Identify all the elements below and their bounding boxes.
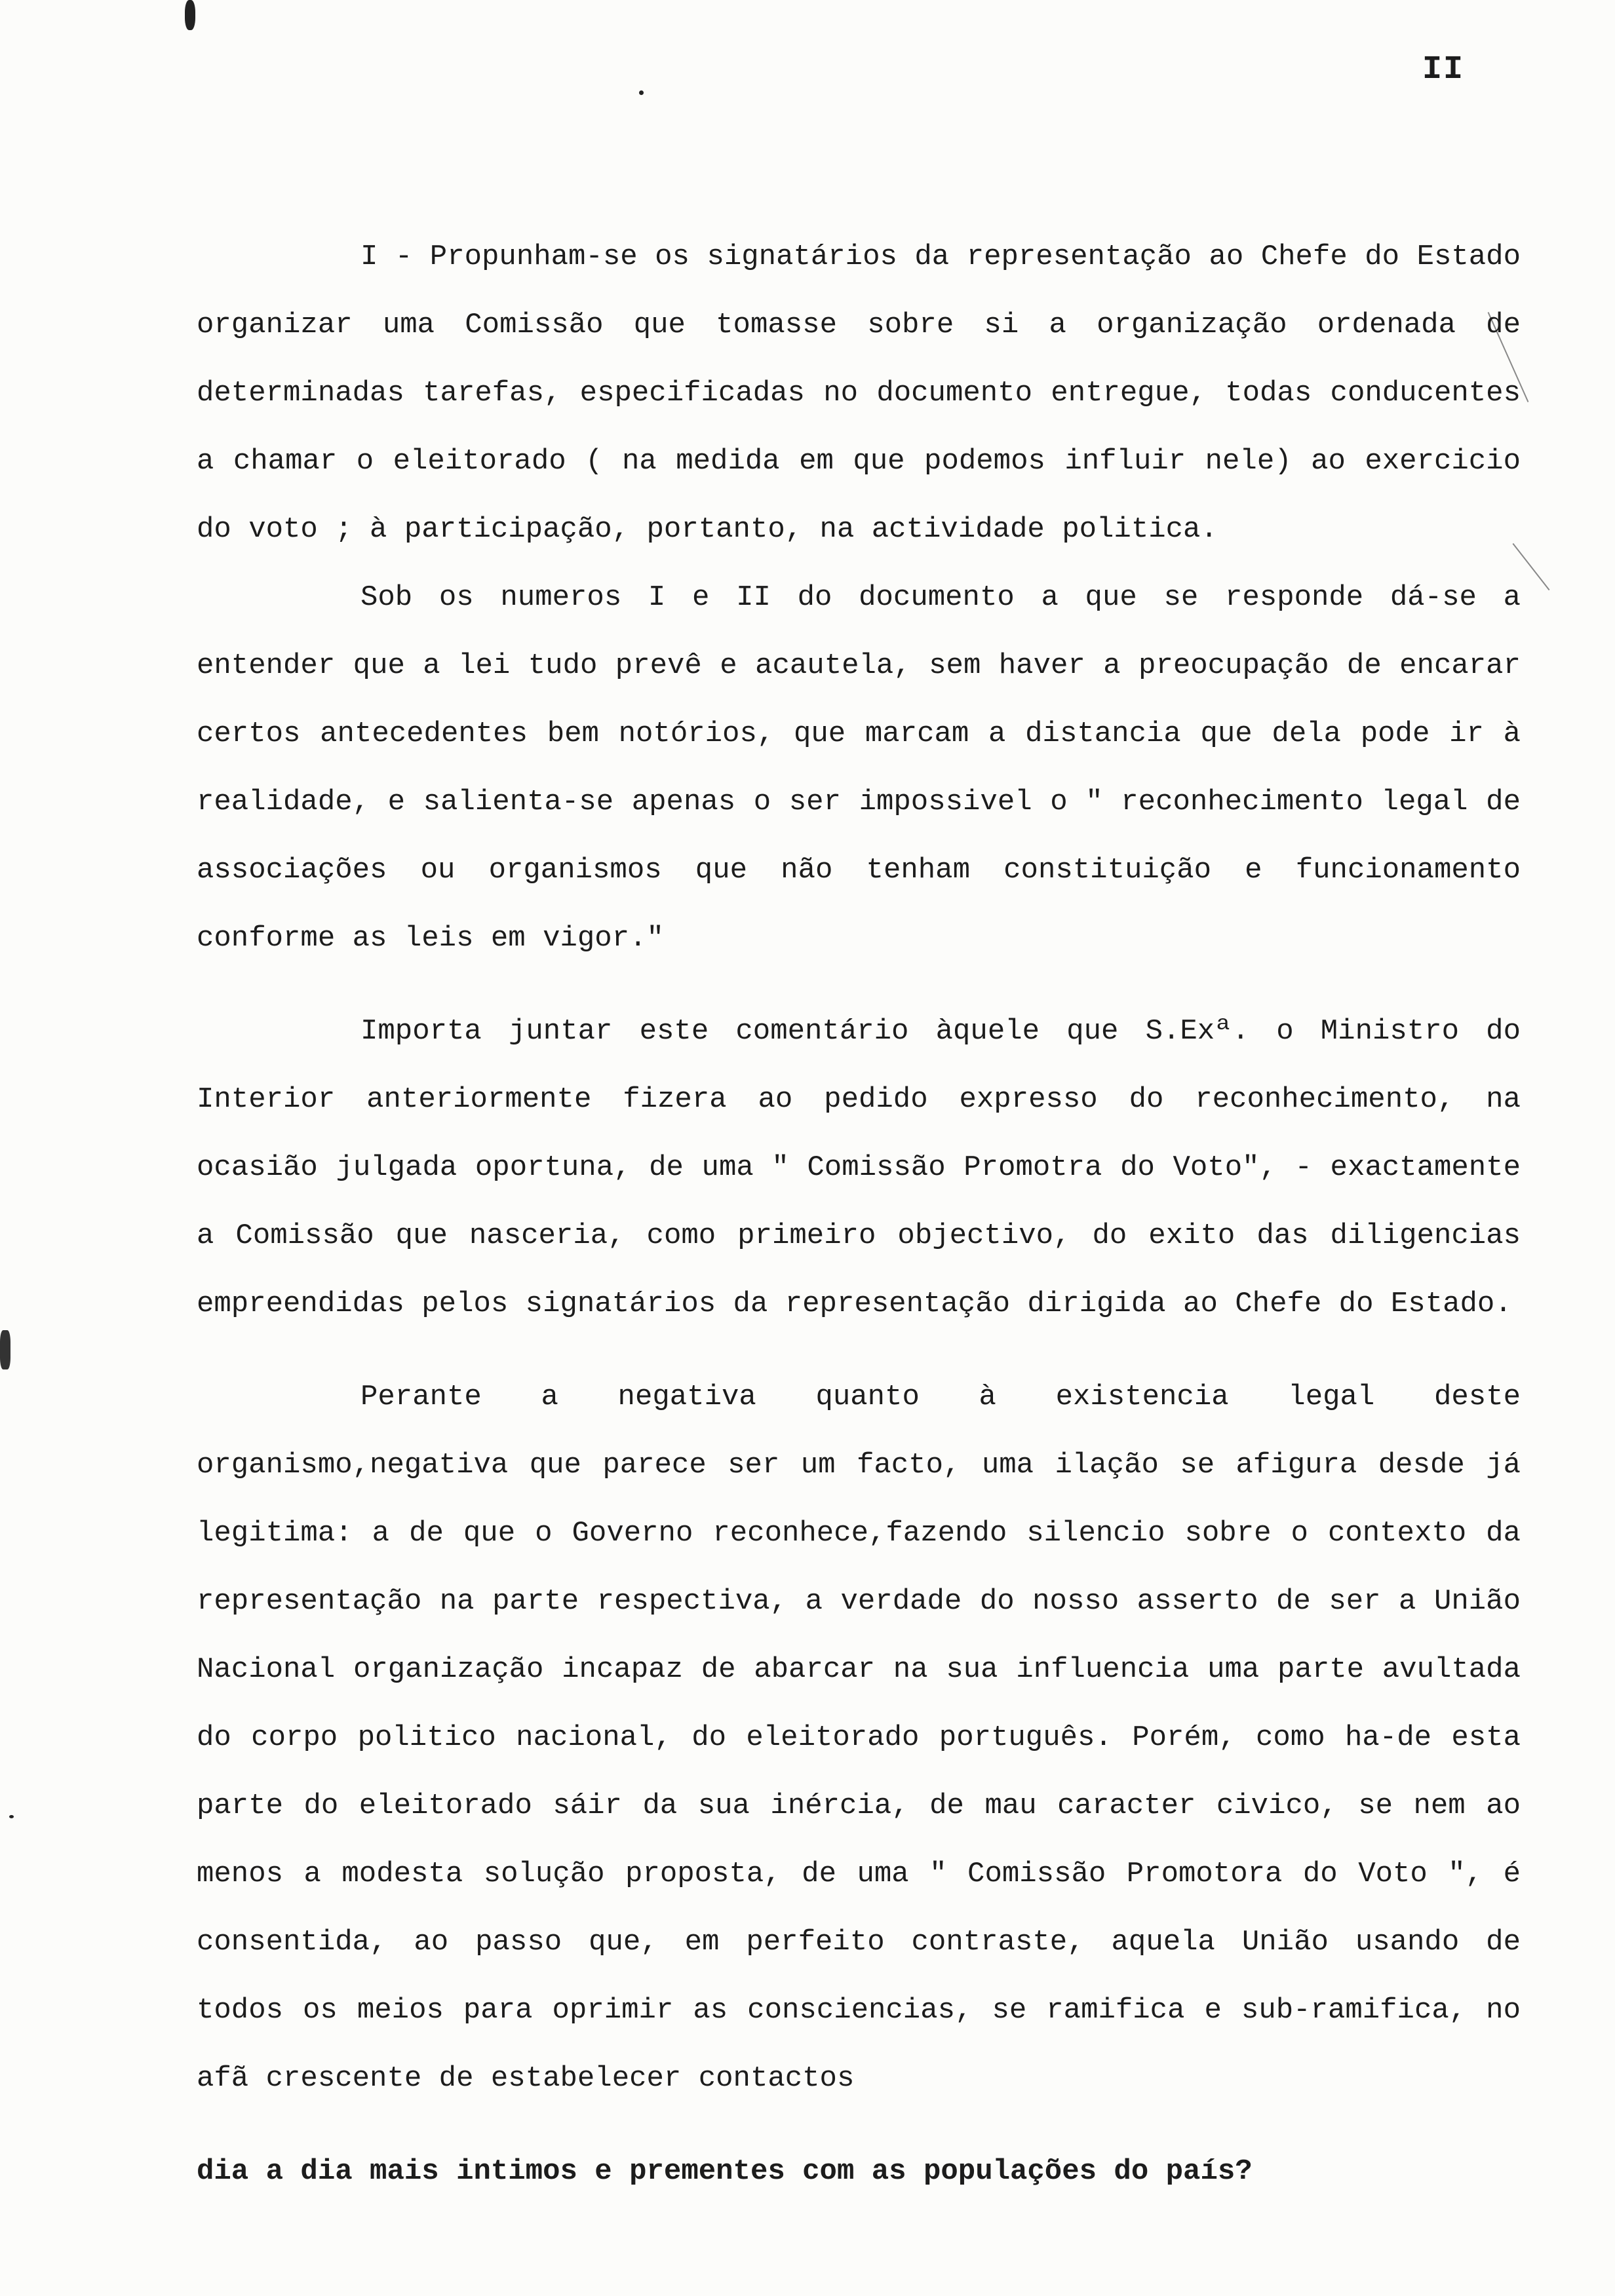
- paragraph: I - Propunham-se os signatários da representação ao Chefe do Estado organizar uma Comissão que tomasse sobre si a organização ordenada de determinadas tarefas, especificadas no documento entregue, todas conducentes a chamar o eleitorado ( na medida em que podemos influir nele) ao exercicio do voto ; à participação, portanto, na actividade politica.: [197, 240, 1521, 546]
- paragraph: Sob os numeros I e II do documento a que se responde dá-se a entender que a lei tudo prevê e acautela, sem haver a preocupação de encarar certos antecedentes bem notórios, que marcam a distancia que dela pode ir à realidade, e salienta-se apenas o ser impossivel o " reconhecimento legal de associações ou organismos que não tenham constituição e funcionamento conforme as leis em vigor.": [197, 581, 1521, 955]
- paragraph: Importa juntar este comentário àquele que S.Exª. o Ministro do Interior anteriormente fizera ao pedido expresso do reconhecimento, na ocasião julgada oportuna, de uma " Comissão Promotra do Voto", - exactamente a Comissão que nasceria, como primeiro objectivo, do exito das diligencias empreendidas pelos signatários da representação dirigida ao Chefe do Estado.: [197, 1015, 1521, 1320]
- document-body: [197, 223, 1521, 2206]
- scan-speck: [9, 1815, 14, 1818]
- scan-speck: [185, 0, 195, 30]
- paragraph-final-line: dia a dia mais intimos e prementes com as populações do país?: [197, 2155, 1253, 2188]
- page-number: II: [1422, 51, 1465, 88]
- scan-speck: [0, 1330, 10, 1369]
- scan-speck: [639, 90, 644, 95]
- paragraph: Perante a negativa quanto à existencia legal deste organismo,negativa que parece ser um facto, uma ilação se afigura desde já legitima: a de que o Governo reconhece,fazendo silencio sobre o contexto da representação na parte respectiva, a verdade do nosso asserto de ser a União Nacional organização incapaz de abarcar na sua influencia uma parte avultada do corpo politico nacional, do eleitorado português. Porém, como ha-de esta parte do eleitorado sáir da sua inércia, de mau caracter civico, se nem ao menos a modesta solução proposta, de uma " Comissão Promotora do Voto ", é consentida, ao passo que, em perfeito contraste, aquela União usando de todos os meios para oprimir as consciencias, se ramifica e sub-ramifica, no afã crescente de estabelecer contactos: [197, 1381, 1521, 2095]
